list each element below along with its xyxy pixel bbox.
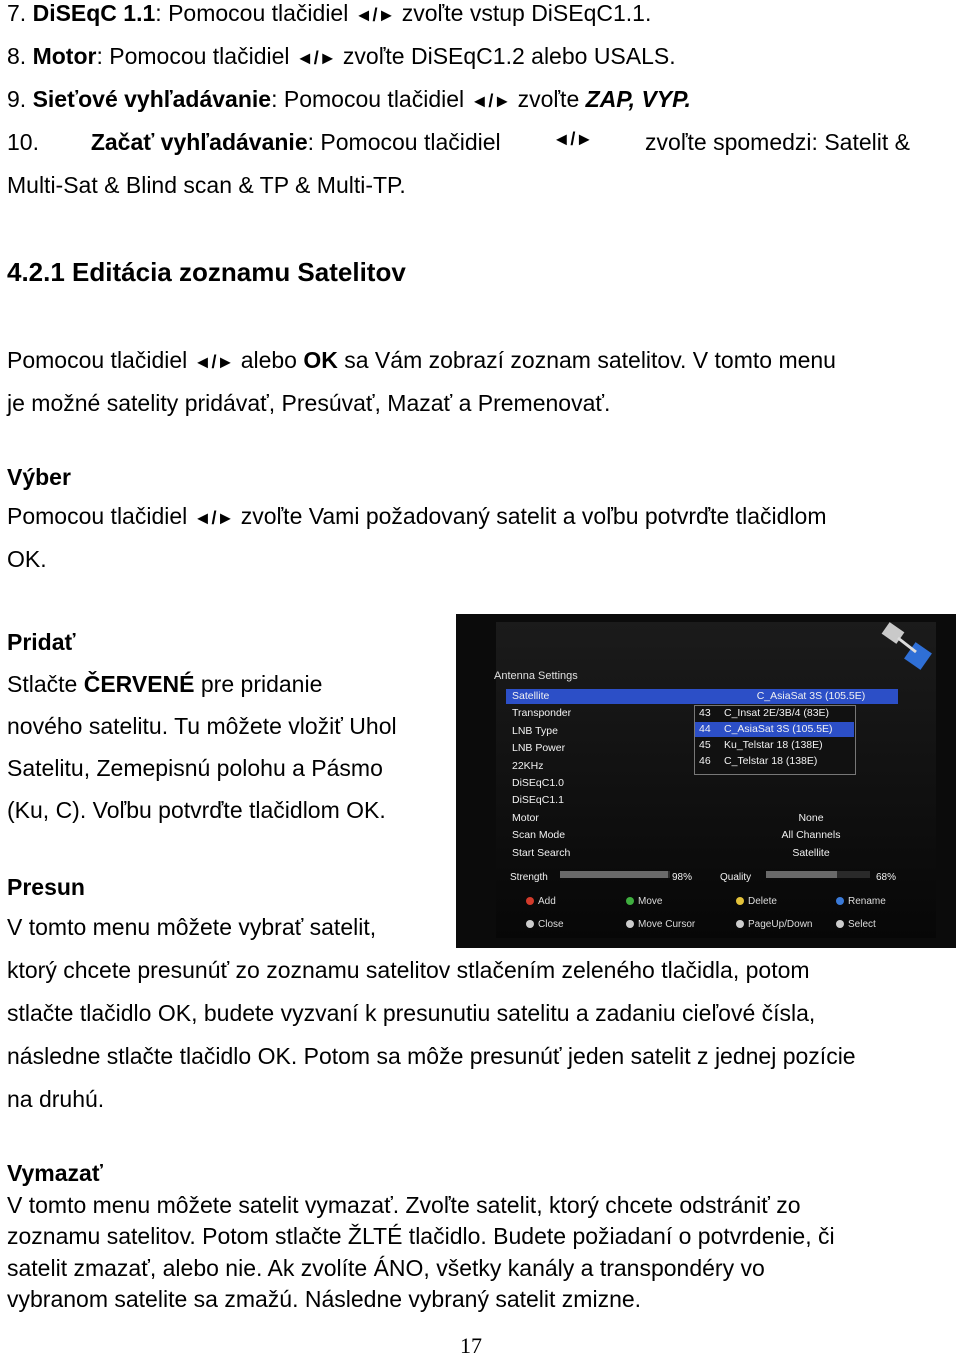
setting-value[interactable]: All Channels bbox=[781, 829, 841, 842]
pridat-line-4: (Ku, C). Voľbu potvrďte tlačidlom OK. bbox=[7, 797, 386, 823]
arrow-keys-icon: ◄/► bbox=[354, 5, 396, 25]
dropdown-item-number: 44 bbox=[699, 723, 711, 735]
item-text: : Pomocou tlačidiel bbox=[155, 0, 349, 26]
vymazat-line-3: satelit zmazať, alebo nie. Ak zvolíte ÁNO, všetky kanály a transpondéry vo bbox=[7, 1255, 765, 1281]
antenna-settings-screenshot bbox=[456, 614, 956, 948]
subheading-vyber: Výber bbox=[7, 464, 71, 490]
dropdown-item[interactable]: C_Insat 2E/3B/4 (83E) bbox=[724, 707, 830, 719]
setting-label[interactable]: Transponder bbox=[512, 707, 572, 720]
strength-label: Strength bbox=[510, 872, 548, 883]
presun-line-3: stlačte tlačidlo OK, budete vyzvaní k presunutiu satelitu a zadaniu cieľové čísla, bbox=[7, 1000, 816, 1026]
presun-line-2: ktorý chcete presunúť zo zoznamu satelitov stlačením zeleného tlačidla, potom bbox=[7, 957, 810, 983]
color-key-icon bbox=[736, 897, 744, 905]
legend-item: Select bbox=[836, 919, 876, 930]
arrow-keys-icon: ◄/► bbox=[470, 91, 512, 111]
list-item-9 bbox=[7, 86, 691, 113]
item-text: : Pomocou tlačidiel bbox=[96, 43, 290, 69]
strength-bar bbox=[560, 871, 670, 878]
dropdown-item[interactable]: C_Telstar 18 (138E) bbox=[724, 755, 818, 767]
color-key-icon bbox=[626, 920, 634, 928]
vymazat-line-1: V tomto menu môžete satelit vymazať. Zvoľte satelit, ktorý chcete odstrániť zo bbox=[7, 1192, 801, 1218]
presun-line-5: na druhú. bbox=[7, 1086, 105, 1112]
arrow-keys-icon: ◄/► bbox=[552, 129, 594, 149]
color-key-icon bbox=[736, 920, 744, 928]
subheading-vymazat: Vymazať bbox=[7, 1160, 103, 1186]
list-item-8 bbox=[7, 43, 676, 70]
vymazat-line-2: zoznamu satelitov. Potom stlačte ŽLTÉ tlačidlo. Budete požiadaní o potvrdenie, či bbox=[7, 1223, 835, 1249]
dropdown-item-number: 46 bbox=[699, 755, 711, 767]
ok-key: OK bbox=[303, 347, 338, 373]
subheading-pridat: Pridať bbox=[7, 629, 76, 655]
color-key-icon bbox=[526, 920, 534, 928]
item-tail: zvoľte bbox=[517, 86, 580, 112]
setting-label[interactable]: Satellite bbox=[512, 690, 550, 702]
page-number: 17 bbox=[460, 1333, 482, 1358]
dropdown-item[interactable]: C_AsiaSat 3S (105.5E) bbox=[724, 723, 833, 735]
arrow-keys-icon: ◄/► bbox=[193, 508, 235, 528]
setting-label[interactable]: Scan Mode bbox=[512, 829, 566, 842]
quality-value: 68% bbox=[876, 872, 897, 883]
pridat-line-2: nového satelitu. Tu môžete vložiť Uhol bbox=[7, 713, 397, 739]
item-continuation: Multi-Sat & Blind scan & TP & Multi-TP. bbox=[7, 172, 406, 198]
dropdown-item[interactable]: Ku_Telstar 18 (138E) bbox=[724, 739, 823, 751]
screen-title: Antenna Settings bbox=[494, 670, 578, 682]
arrow-keys-icon: ◄/► bbox=[295, 48, 337, 68]
setting-value[interactable]: C_AsiaSat 3S (105.5E) bbox=[756, 690, 866, 702]
item-tail: zvoľte spomedzi: Satelit & bbox=[645, 129, 910, 155]
pridat-line-1: Stlačte ČERVENÉ pre pridanie bbox=[7, 671, 323, 697]
color-key-icon bbox=[626, 897, 634, 905]
setting-label[interactable]: 22KHz bbox=[512, 759, 544, 772]
setting-label[interactable]: LNB Type bbox=[512, 724, 558, 737]
item-title: DiSEqC 1.1 bbox=[32, 0, 156, 26]
item-title: Motor bbox=[32, 43, 97, 69]
legend-item: Delete bbox=[736, 896, 777, 907]
legend-item: Rename bbox=[836, 896, 886, 907]
setting-label[interactable]: Start Search bbox=[512, 846, 571, 859]
dropdown-item-number: 45 bbox=[699, 739, 711, 751]
subheading-presun: Presun bbox=[7, 874, 85, 900]
color-key-icon bbox=[836, 897, 844, 905]
item-number: 7. bbox=[7, 0, 27, 26]
vyber-line-1: Pomocou tlačidiel ◄/► zvoľte Vami požadovaný satelit a voľbu potvrďte tlačidlom bbox=[7, 503, 827, 529]
intro-line-2: je možné satelity pridávať, Presúvať, Mazať a Premenovať. bbox=[7, 390, 611, 416]
legend-item: Move Cursor bbox=[626, 919, 695, 930]
color-key-icon bbox=[836, 920, 844, 928]
item-title: Začať vyhľadávanie: Pomocou tlačidiel bbox=[90, 129, 501, 155]
item-number: 10. bbox=[7, 129, 39, 155]
setting-label[interactable]: DiSEqC1.0 bbox=[512, 777, 564, 789]
color-key-icon bbox=[526, 897, 534, 905]
intro-line-1: Pomocou tlačidiel ◄/► alebo OK sa Vám zobrazí zoznam satelitov. V tomto menu bbox=[7, 347, 836, 373]
quality-bar bbox=[766, 871, 870, 878]
presun-line-4: následne stlačte tlačidlo OK. Potom sa môže presunúť jeden satelit z jednej pozície bbox=[7, 1043, 856, 1069]
setting-value[interactable]: None bbox=[798, 811, 824, 824]
item-title: Sieťové vyhľadávanie bbox=[32, 86, 272, 112]
item-tail: zvoľte DiSEqC1.2 alebo USALS. bbox=[342, 43, 676, 69]
satellite-icon bbox=[878, 620, 938, 680]
arrow-keys-icon: ◄/► bbox=[193, 352, 235, 372]
setting-label[interactable]: Motor bbox=[512, 811, 539, 824]
setting-label[interactable]: LNB Power bbox=[512, 742, 566, 755]
item-number: 9. bbox=[7, 86, 27, 112]
vyber-line-2: OK. bbox=[7, 546, 47, 572]
legend-item: Close bbox=[526, 919, 564, 930]
list-item-7 bbox=[7, 0, 651, 27]
presun-line-1: V tomto menu môžete vybrať satelit, bbox=[7, 914, 377, 940]
setting-label[interactable]: DiSEqC1.1 bbox=[512, 794, 564, 807]
legend-item: Add bbox=[526, 896, 556, 907]
quality-label: Quality bbox=[720, 872, 752, 883]
setting-value[interactable]: Satellite bbox=[792, 846, 830, 859]
pridat-line-3: Satelitu, Zemepisnú polohu a Pásmo bbox=[7, 755, 383, 781]
item-text: : Pomocou tlačidiel bbox=[271, 86, 465, 112]
item-options: ZAP, VYP. bbox=[585, 86, 691, 112]
item-number: 8. bbox=[7, 43, 27, 69]
strength-value: 98% bbox=[672, 872, 693, 883]
item-tail: zvoľte vstup DiSEqC1.1. bbox=[401, 0, 652, 26]
list-item-10 bbox=[7, 129, 910, 156]
legend-item: PageUp/Down bbox=[736, 919, 812, 930]
vymazat-line-4: vybranom satelite sa zmažú. Následne vybraný satelit zmizne. bbox=[7, 1286, 642, 1312]
red-key: ČERVENÉ bbox=[83, 671, 195, 697]
dropdown-item-number: 43 bbox=[699, 707, 711, 719]
section-heading: 4.2.1 Editácia zoznamu Satelitov bbox=[7, 257, 406, 287]
legend-item: Move bbox=[626, 896, 662, 907]
